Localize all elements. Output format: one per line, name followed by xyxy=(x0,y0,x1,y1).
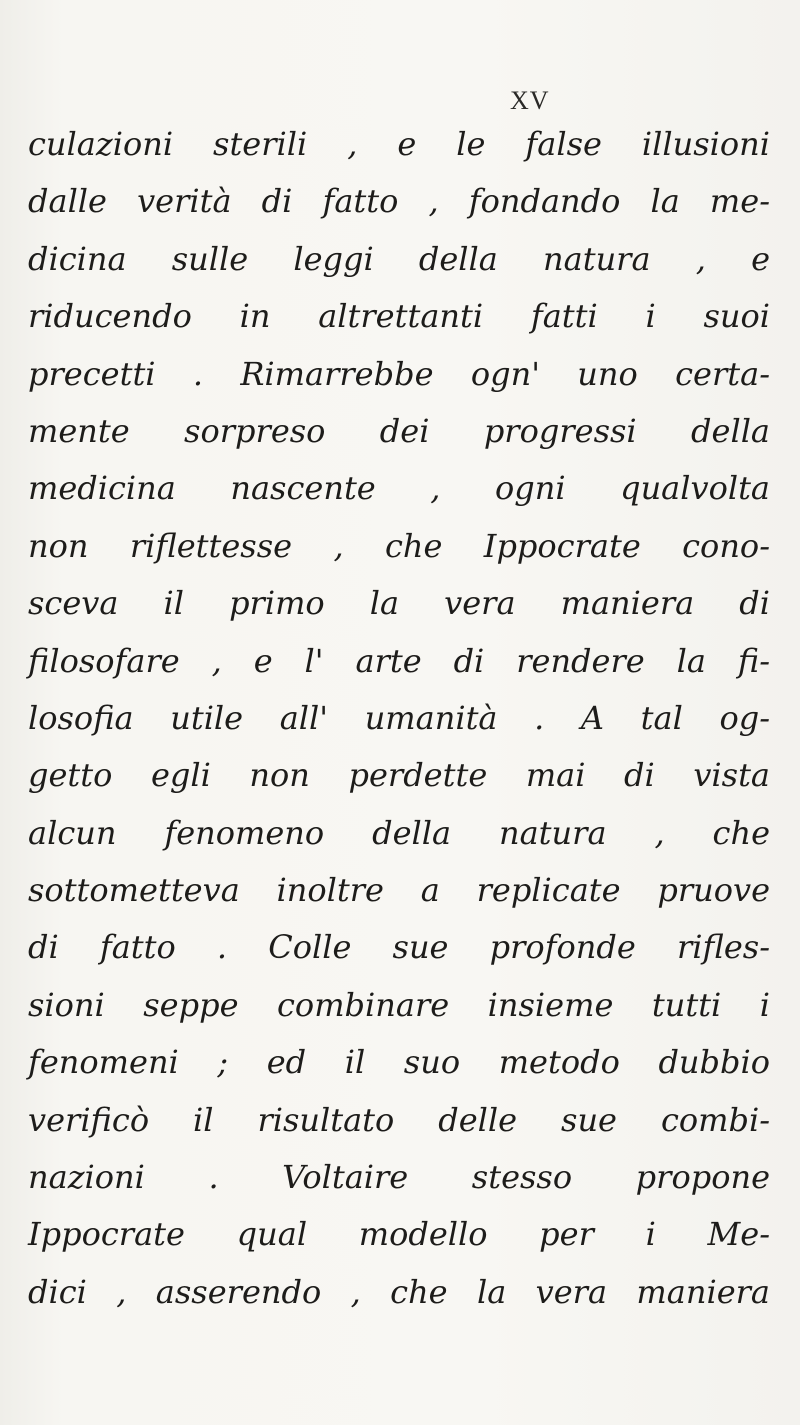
text-line: losofia utile all' umanità . A tal og- xyxy=(28,698,770,737)
page-number: XV xyxy=(510,86,550,115)
text-line: filosofare , e l' arte di rendere la fi- xyxy=(28,641,770,680)
text-line: Ippocrate qual modello per i Me- xyxy=(28,1215,770,1254)
text-line: dici , asserendo , che la vera maniera xyxy=(28,1272,770,1311)
body-text xyxy=(28,116,770,1321)
text-line: sceva il primo la vera maniera di xyxy=(28,584,770,623)
text-line: di fatto . Colle sue profonde rifles- xyxy=(28,928,770,967)
text-line: mente sorpreso dei progressi della xyxy=(28,411,770,450)
text-line: fenomeni ; ed il suo metodo dubbio xyxy=(28,1043,770,1082)
text-line: alcun fenomeno della natura , che xyxy=(28,813,770,852)
text-line: non riflettesse , che Ippocrate cono- xyxy=(28,526,770,565)
text-line: riducendo in altrettanti fatti i suoi xyxy=(28,297,770,336)
text-line: getto egli non perdette mai di vista xyxy=(28,756,770,795)
text-line: nazioni . Voltaire stesso propone xyxy=(28,1158,770,1197)
text-line: sioni seppe combinare insieme tutti i xyxy=(28,985,770,1024)
text-line: medicina nascente , ogni qualvolta xyxy=(28,469,770,508)
text-line: sottometteva inoltre a replicate pruove xyxy=(28,871,770,910)
text-line: culazioni sterili , e le false illusioni xyxy=(28,125,770,163)
text-line: verificò il risultato delle sue combi- xyxy=(28,1100,770,1139)
text-line: precetti . Rimarrebbe ogn' uno certa- xyxy=(28,354,770,393)
text-line: dalle verità di fatto , fondando la me- xyxy=(28,182,770,221)
text-line: dicina sulle leggi della natura , e xyxy=(28,239,770,278)
